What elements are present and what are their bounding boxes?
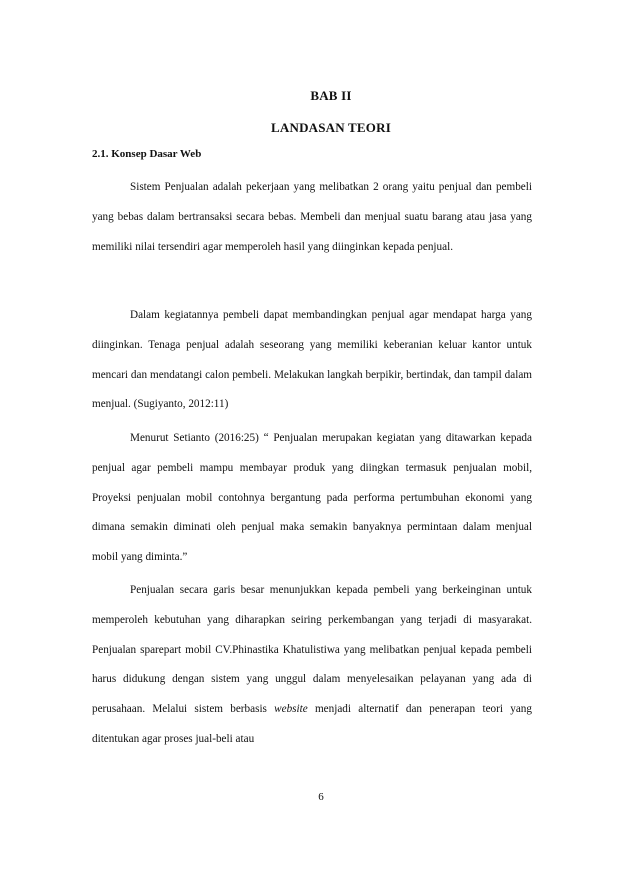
chapter-label: BAB II [310,88,352,103]
section-heading: 2.1. Konsep Dasar Web [92,148,202,160]
body-paragraph-3: Menurut Setianto (2016:25) “ Penjualan merupakan kegiatan yang ditawarkan kepada penjual agar pembeli mampu membayar produk yang diingkan termasuk penjualan mobil, Proyeksi penjualan mobil contohnya bergantung pada performa pertumbuhan ekonomi yang dimana semakin diminati oleh penjual maka semakin banyaknya permintaan dalam menjual mobil yang diminta.” [92,432,532,564]
body-paragraph-4 [92,576,532,755]
body-paragraph-1: Sistem Penjualan adalah pekerjaan yang melibatkan 2 orang yaitu penjual dan pembeli yang bebas dalam bertransaksi secara bebas. Membeli dan menjual suatu barang atau jasa yang memiliki nilai tersendiri agar memperoleh hasil yang diinginkan kepada penjual. [92,181,532,253]
paragraph-4-text-start: Penjualan secara garis besar menunjukkan kepada pembeli yang berkeinginan untuk memperoleh kebutuhan yang diharapkan seiring perkembangan yang terjadi di masyarakat. Penjualan sparepart mobil CV.Phinastika Khatulistiwa yang melibatkan penjual kepada pembeli harus didukung dengan sistem yang unggul dalam menyelesaikan pelayanan yang ada di perusahaan. Melalui sistem berbasis [92,584,532,716]
chapter-title: LANDASAN TEORI [271,120,391,135]
paragraph-4-text-end: menjadi alternatif dan penerapan teori yang ditentukan agar proses jual-beli atau [92,703,532,745]
paragraph-4-italic-term: website [274,703,308,716]
page-number: 6 [318,791,324,803]
body-paragraph-2: Dalam kegiatannya pembeli dapat membandingkan penjual agar mendapat harga yang diinginkan. Tenaga penjual adalah seseorang yang memiliki keberanian keluar kantor untuk mencari dan mendatangi calon pembeli. Melakukan langkah berpikir, bertindak, dan tampil dalam menjual. (Sugiyanto, 2012:11) [92,309,532,411]
